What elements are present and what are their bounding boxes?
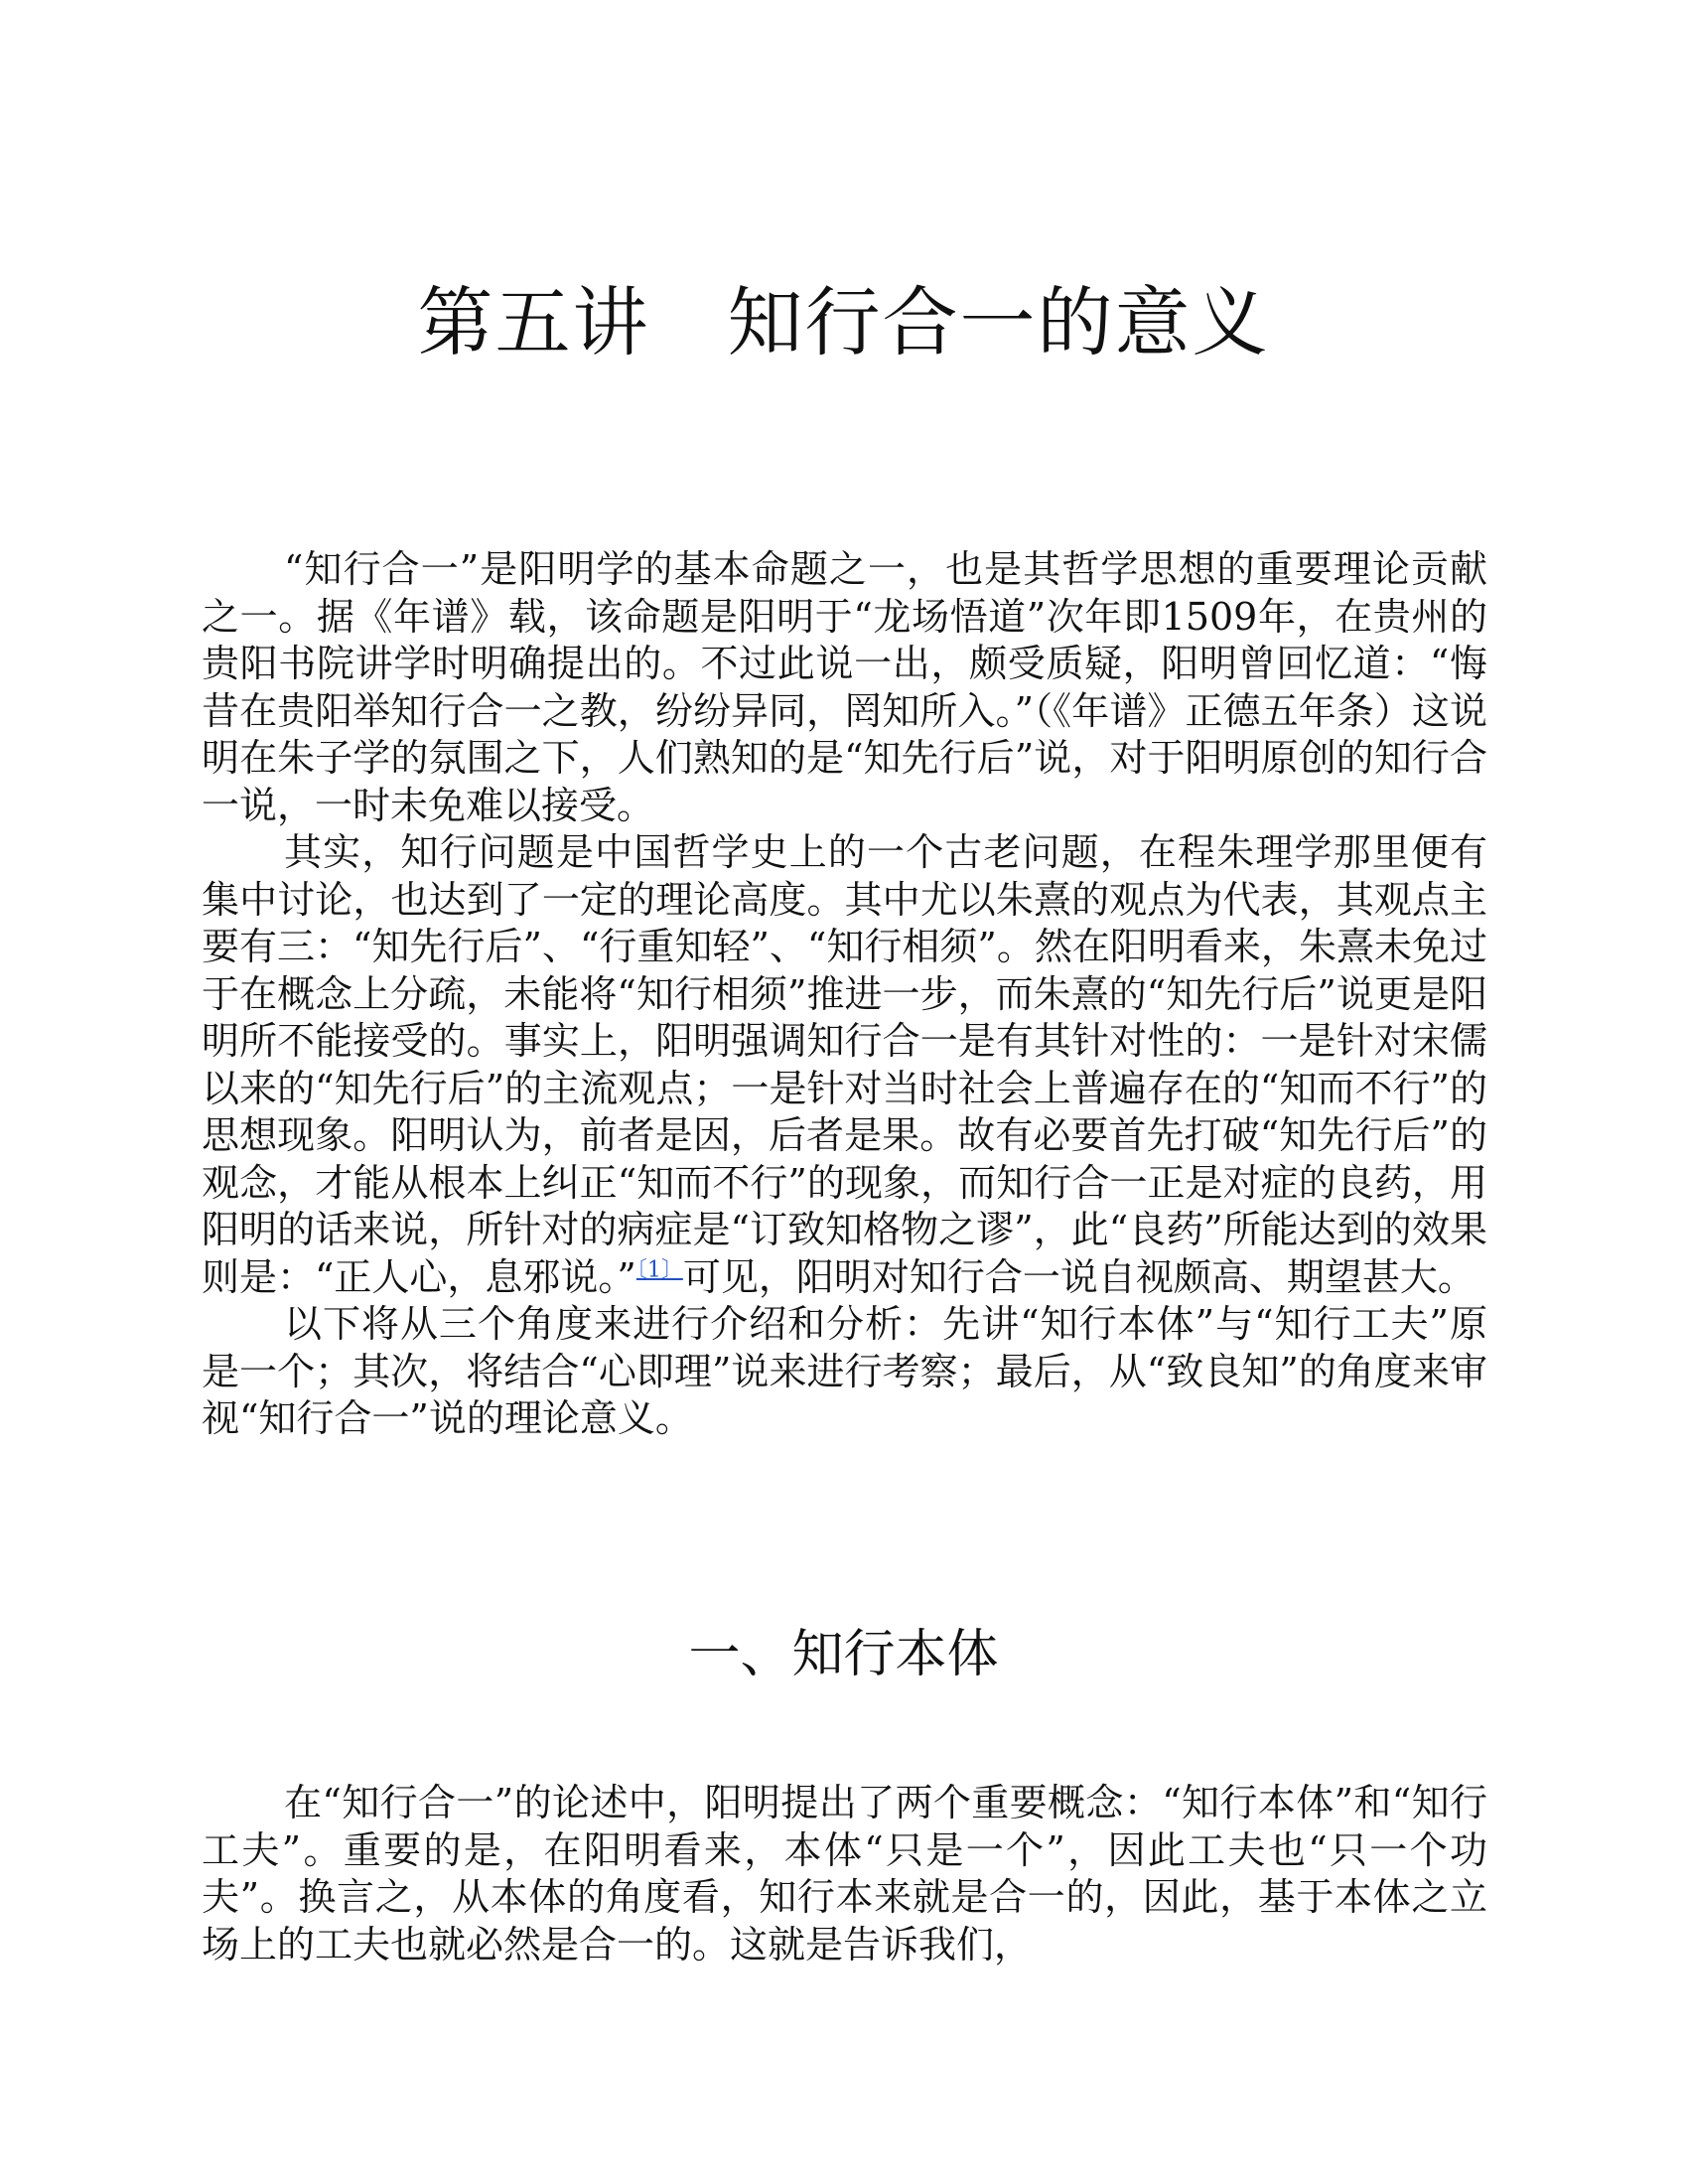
chapter-title: 第五讲 知行合一的意义 [417,278,1270,366]
intro-paragraph-3: 以下将从三个角度来进行介绍和分析：先讲“知行本体”与“知行工夫”原是一个；其次，将结合“心即理”说来进行考察；最后，从“致良知”的角度来审视“知行合一”说的理论意义。 [202,1302,1487,1440]
intro-paragraph-2 [202,829,1487,1301]
intro-paragraph-1: “知行合一”是阳明学的基本命题之一，也是其哲学思想的重要理论贡献之一。据《年谱》载，该命题是阳明于“龙场悟道”次年即1509年，在贵州的贵阳书院讲学时明确提出的。不过此说一出，颇受质疑，阳明曾回忆道：“悔昔在贵阳举知行合一之教，纷纷异同，罔知所入。”（《年谱》正德五年条）这说明在朱子学的氛围之下，人们熟知的是“知先行后”说，对于阳明原创的知行合一说，一时未免难以接受。 [202,547,1487,827]
intro-section [202,546,1487,1443]
section-paragraph-1: 在“知行合一”的论述中，阳明提出了两个重要概念：“知行本体”和“知行工夫”。重要的是，在阳明看来，本体“只是一个”，因此工夫也“只一个功夫”。换言之，从本体的角度看，知行本来就是合一的，因此，基于本体之立场上的工夫也就必然是合一的。这就是告诉我们， [202,1781,1487,1966]
section-body [202,1780,1487,1968]
section-heading: 一、知行本体 [688,1625,999,1684]
intro-paragraph-2-tail: 可见，阳明对知行合一说自视颇高、期望甚大。 [682,1254,1476,1299]
footnote-link-1[interactable]: 〔1〕 [635,1256,683,1282]
intro-paragraph-2-text: 其实，知行问题是中国哲学史上的一个古老问题，在程朱理学那里便有集中讨论，也达到了一定的理论高度。其中尤以朱熹的观点为代表，其观点主要有三：“知先行后”、“行重知轻”、“知行相须”。然在阳明看来，朱熹未免过于在概念上分疏，未能将“知行相须”推进一步，而朱熹的“知先行后”说更是阳明所不能接受的。事实上，阳明强调知行合一是有其针对性的：一是针对宋儒以来的“知先行后”的主流观点；一是针对当时社会上普遍存在的“知而不行”的思想现象。阳明认为，前者是因，后者是果。故有必要首先打破“知先行后”的观念，才能从根本上纠正“知而不行”的现象，而知行合一正是对症的良药，用阳明的话来说，所针对的病症是“订致知格物之谬”，此“良药”所能达到的效果则是：“正人心，息邪说。” [202,830,1487,1299]
